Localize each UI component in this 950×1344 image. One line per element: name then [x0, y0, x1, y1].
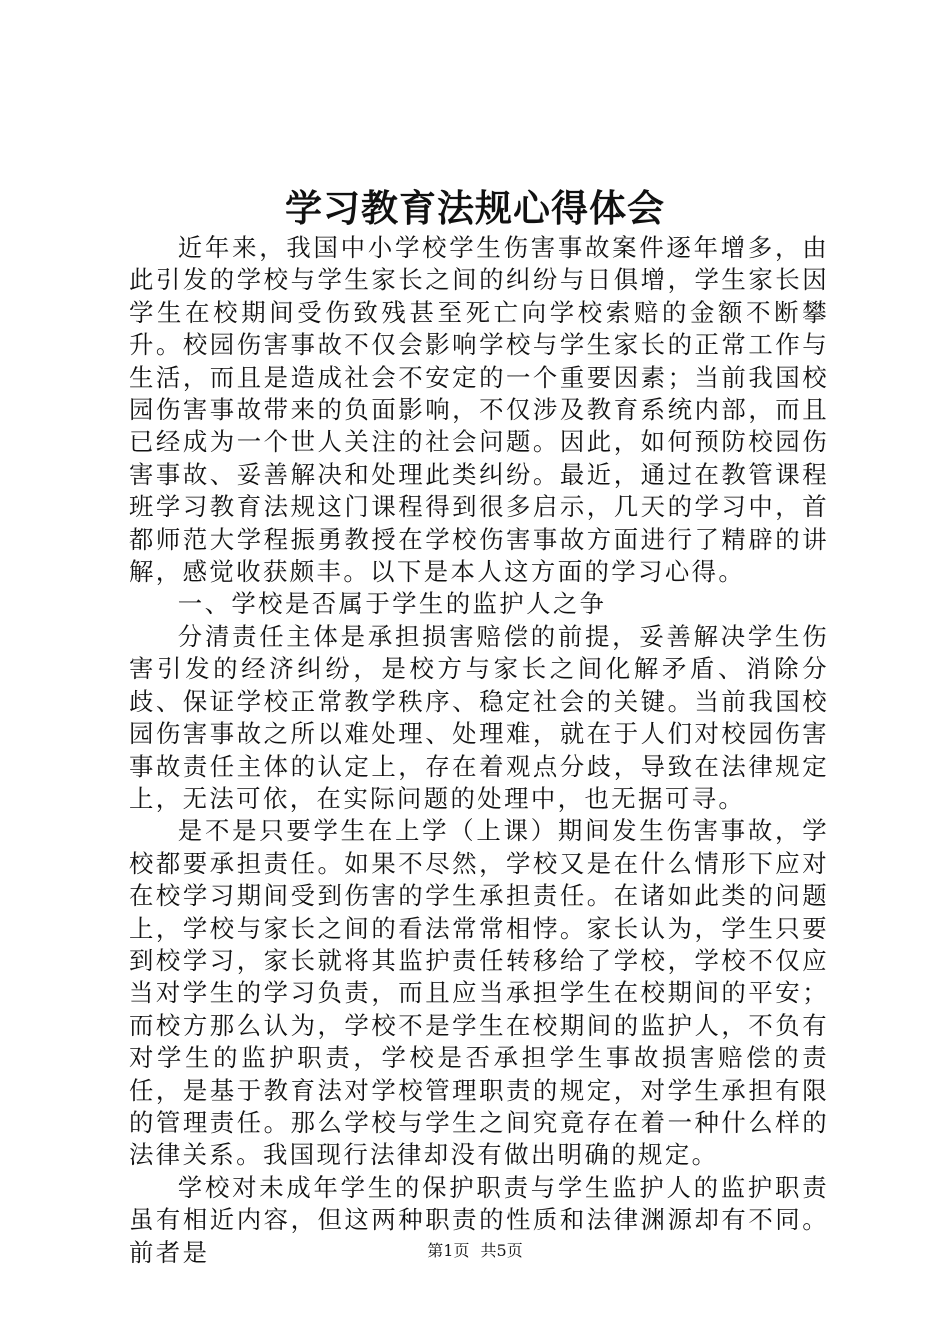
page-number-current: 第1页	[427, 1241, 470, 1260]
paragraph-3: 是不是只要学生在上学（上课）期间发生伤害事故，学校都要承担责任。如果不尽然，学校又是在什么情形下应对在校学习期间受到伤害的学生承担责任。在诸如此类的问题上，学校与家长之间的看法常常相悖。家长认为，学生只要到校学习，家长就将其监护责任转移给了学校，学校不仅应当对学生的学习负责，而且应当承担学生在校期间的平安；而校方那么认为，学校不是学生在校期间的监护人，不负有对学生的监护职责，学校是否承担学生事故损害赔偿的责任，是基于教育法对学校管理职责的规定，对学生承担有限的管理责任。那么学校与学生之间究竟存在着一种什么样的法律关系。我国现行法律却没有做出明确的规定。	[129, 816, 829, 1170]
section-heading-1: 一、学校是否属于学生的监护人之争	[177, 589, 607, 619]
paragraph-intro: 近年来，我国中小学校学生伤害事故案件逐年增多，由此引发的学校与学生家长之间的纠纷与日俱增，学生家长因学生在校期间受伤致残甚至死亡向学校索赔的金额不断攀升。校园伤害事故不仅会影响学校与学生家长的正常工作与生活，而且是造成社会不安定的一个重要因素；当前我国校园伤害事故带来的负面影响，不仅涉及教育系统内部，而且已经成为一个世人关注的社会问题。因此，如何预防校园伤害事故、妥善解决和处理此类纠纷。最近，通过在教管课程班学习教育法规这门课程得到很多启示，几天的学习中，首都师范大学程振勇教授在学校伤害事故方面进行了精辟的讲解，感觉收获颇丰。以下是本人这方面的学习心得。	[129, 233, 829, 587]
document-title: 学习教育法规心得体会	[285, 186, 665, 230]
paragraph-4: 学校对未成年学生的保护职责与学生监护人的监护职责虽有相近内容，但这两种职责的性质和法律渊源却有不同。前者是	[129, 1172, 829, 1267]
page-number-total: 共5页	[480, 1241, 523, 1260]
paragraph-2: 分清责任主体是承担损害赔偿的前提，妥善解决学生伤害引发的经济纠纷，是校方与家长之间化解矛盾、消除分歧、保证学校正常教学秩序、稳定社会的关键。当前我国校园伤害事故之所以难处理、处理难，就在于人们对校园伤害事故责任主体的认定上，存在着观点分歧，导致在法律规定上，无法可依，在实际问题的处理中，也无据可寻。	[129, 621, 829, 813]
document-body	[129, 232, 829, 1269]
page-footer	[0, 1240, 950, 1262]
